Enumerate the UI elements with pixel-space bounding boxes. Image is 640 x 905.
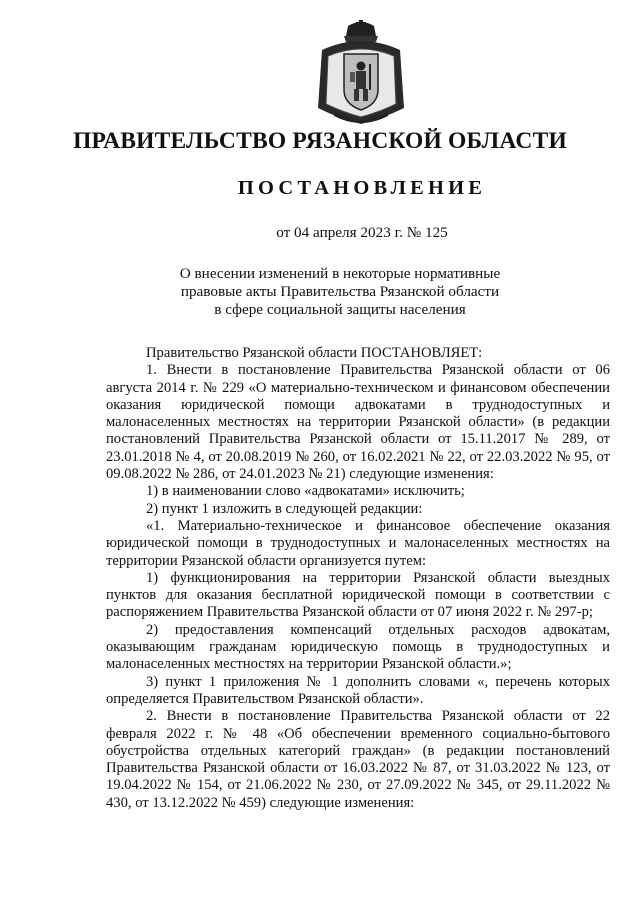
body-paragraph: 2. Внести в постановление Правительства Рязанской области от 22 февраля 2022 г. № 48 «Об обеспечении временного социально-бытового обустройства отдельных категорий граждан» (в редакции постановлений Правительства Рязанской области от 16.03.2022 № 87, от 31.03.2022 № 123, от 19.04.2022 № 154, от 21.06.2022 № 230, от 27.09.2022 № 345, от 29.11.2022 № 430, от 13.12.2022 № 459) следующие изменения: (106, 708, 610, 811)
body-paragraph: 1) функционирования на территории Рязанской области выездных пунктов для оказания бесплатной юридической помощи в соответствии с распоряжением Правительства Рязанской области от 07 июня 2022 г. № 297-р; (106, 569, 610, 621)
body-paragraph: Правительство Рязанской области ПОСТАНОВЛЯЕТ: (146, 345, 483, 361)
coat-of-arms-icon (314, 20, 408, 128)
document-type-title: ПОСТАНОВЛЕНИЕ (237, 177, 487, 199)
body-paragraph: 1) в наименовании слово «адвокатами» исключить; (146, 483, 465, 500)
body-paragraph: 2) предоставления компенсаций отдельных расходов адвокатам, оказывающим гражданам юридическую помощь в труднодоступных и малонаселенных местностях на территории Рязанской области.»; (106, 621, 610, 673)
body-paragraph: 3) пункт 1 приложения № 1 дополнить словами «, перечень которых определяется Правительством Рязанской области». (106, 673, 610, 707)
subject-line: в сфере социальной защиты населения (214, 301, 466, 318)
body-paragraph: «1. Материально-техническое и финансовое обеспечение оказания юридической помощи в труднодоступных и малонаселенных местностях на территории Рязанской области организуется путем: (106, 517, 610, 569)
subject-line: правовые акты Правительства Рязанской области (180, 283, 500, 300)
government-title: ПРАВИТЕЛЬСТВО РЯЗАНСКОЙ ОБЛАСТИ (73, 128, 567, 154)
document-subject (0, 265, 640, 319)
subject-line: О внесении изменений в некоторые нормативные (179, 265, 501, 282)
body-paragraph: 1. Внести в постановление Правительства Рязанской области от 06 августа 2014 г. № 229 «О материально-техническом и финансовом обеспечении оказания юридической помощи адвокатами в труднодоступных и малонаселенных местностях на территории Рязанской области» (в редакции постановлений Правительства Рязанской области от 15.11.2017 № 289, от 23.01.2018 № 4, от 20.08.2019 № 260, от 16.02.2021 № 22, от 22.03.2022 № 95, от 09.08.2022 № 286, от 24.01.2023 № 21) следующие изменения: (106, 362, 610, 483)
document-body (106, 345, 610, 812)
body-paragraph: 2) пункт 1 изложить в следующей редакции: (146, 500, 423, 517)
document-date-number: от 04 апреля 2023 г. № 125 (276, 224, 448, 241)
